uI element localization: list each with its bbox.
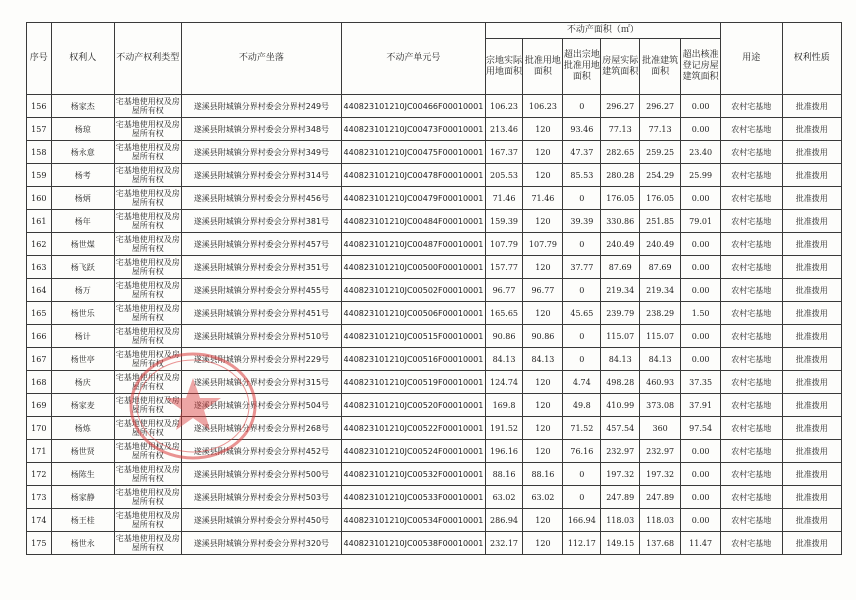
cell-seq: 173 [27,486,52,509]
cell-land-approved: 120 [523,532,563,555]
cell-nature: 批准拨用 [782,141,841,164]
cell-usage: 农村宅基地 [721,233,782,256]
cell-land-actual: 205.53 [485,164,523,187]
cell-land-actual: 167.37 [485,141,523,164]
cell-owner: 杨炼 [51,417,114,440]
cell-building-actual: 247.89 [601,486,640,509]
cell-nature: 批准拨用 [782,371,841,394]
cell-building-exceed: 0.00 [681,233,721,256]
header-nature: 权利性质 [782,23,841,95]
cell-building-approved: 238.29 [640,302,681,325]
header-usage: 用途 [721,23,782,95]
table-row [27,302,842,325]
cell-nature: 批准拨用 [782,187,841,210]
cell-building-approved: 247.89 [640,486,681,509]
cell-land-actual: 232.17 [485,532,523,555]
table-row [27,440,842,463]
cell-owner: 杨家静 [51,486,114,509]
cell-right-type: 宅基地使用权及房屋所有权 [115,371,182,394]
cell-right-type: 宅基地使用权及房屋所有权 [115,463,182,486]
cell-building-exceed: 0.00 [681,348,721,371]
cell-building-approved: 176.05 [640,187,681,210]
cell-building-exceed: 37.35 [681,371,721,394]
cell-nature: 批准拨用 [782,417,841,440]
table-row [27,486,842,509]
cell-usage: 农村宅基地 [721,164,782,187]
cell-owner: 杨王桂 [51,509,114,532]
cell-land-actual: 196.16 [485,440,523,463]
header-seq: 序号 [27,23,52,95]
cell-land-actual: 169.8 [485,394,523,417]
cell-land-approved: 120 [523,210,563,233]
cell-usage: 农村宅基地 [721,279,782,302]
cell-location: 遂溪县附城镇分界村委会分界村229号 [181,348,342,371]
table-row [27,463,842,486]
cell-right-type: 宅基地使用权及房屋所有权 [115,325,182,348]
header-unit-no: 不动产单元号 [342,23,485,95]
cell-land-actual: 88.16 [485,463,523,486]
cell-usage: 农村宅基地 [721,141,782,164]
cell-seq: 175 [27,532,52,555]
cell-usage: 农村宅基地 [721,532,782,555]
cell-building-approved: 373.08 [640,394,681,417]
cell-land-exceed: 45.65 [563,302,601,325]
cell-unit-no: 440823101210JC00534F00010001 [342,509,485,532]
cell-location: 遂溪县附城镇分界村委会分界村348号 [181,118,342,141]
cell-owner: 杨琼 [51,118,114,141]
cell-land-exceed: 0 [563,486,601,509]
cell-owner: 杨世贤 [51,440,114,463]
cell-building-approved: 251.85 [640,210,681,233]
cell-land-approved: 120 [523,394,563,417]
cell-building-approved: 259.25 [640,141,681,164]
cell-right-type: 宅基地使用权及房屋所有权 [115,210,182,233]
cell-seq: 162 [27,233,52,256]
cell-nature: 批准拨用 [782,440,841,463]
cell-building-actual: 410.99 [601,394,640,417]
cell-land-actual: 213.46 [485,118,523,141]
cell-right-type: 宅基地使用权及房屋所有权 [115,164,182,187]
cell-building-exceed: 0.00 [681,279,721,302]
cell-land-exceed: 37.77 [563,256,601,279]
cell-land-approved: 120 [523,118,563,141]
cell-land-actual: 165.65 [485,302,523,325]
cell-location: 遂溪县附城镇分界村委会分界村450号 [181,509,342,532]
cell-building-approved: 296.27 [640,95,681,118]
cell-land-approved: 120 [523,417,563,440]
cell-seq: 158 [27,141,52,164]
cell-seq: 165 [27,302,52,325]
cell-building-exceed: 37.91 [681,394,721,417]
cell-building-exceed: 79.01 [681,210,721,233]
cell-land-exceed: 85.53 [563,164,601,187]
cell-location: 遂溪县附城镇分界村委会分界村510号 [181,325,342,348]
cell-land-actual: 96.77 [485,279,523,302]
cell-unit-no: 440823101210JC00479F00010001 [342,187,485,210]
header-land-exceed: 超出宗地批准用地面积 [563,39,601,95]
cell-right-type: 宅基地使用权及房屋所有权 [115,532,182,555]
cell-right-type: 宅基地使用权及房屋所有权 [115,118,182,141]
cell-nature: 批准拨用 [782,164,841,187]
cell-land-exceed: 112.17 [563,532,601,555]
cell-nature: 批准拨用 [782,256,841,279]
cell-unit-no: 440823101210JC00524F00010001 [342,440,485,463]
table-row [27,279,842,302]
cell-right-type: 宅基地使用权及房屋所有权 [115,440,182,463]
cell-building-actual: 239.79 [601,302,640,325]
header-owner: 权利人 [51,23,114,95]
cell-location: 遂溪县附城镇分界村委会分界村452号 [181,440,342,463]
cell-land-actual: 106.23 [485,95,523,118]
cell-location: 遂溪县附城镇分界村委会分界村456号 [181,187,342,210]
cell-building-exceed: 0.00 [681,95,721,118]
table-row [27,325,842,348]
cell-land-actual: 124.74 [485,371,523,394]
cell-right-type: 宅基地使用权及房屋所有权 [115,141,182,164]
cell-building-actual: 457.54 [601,417,640,440]
cell-right-type: 宅基地使用权及房屋所有权 [115,233,182,256]
table-row [27,210,842,233]
property-register-table [26,22,842,555]
cell-seq: 160 [27,187,52,210]
cell-building-actual: 240.49 [601,233,640,256]
cell-unit-no: 440823101210JC00519F00010001 [342,371,485,394]
cell-unit-no: 440823101210JC00466F00010001 [342,95,485,118]
cell-nature: 批准拨用 [782,394,841,417]
cell-nature: 批准拨用 [782,325,841,348]
cell-land-approved: 120 [523,141,563,164]
cell-building-approved: 460.93 [640,371,681,394]
cell-building-exceed: 25.99 [681,164,721,187]
table-row [27,141,842,164]
cell-land-exceed: 47.37 [563,141,601,164]
cell-location: 遂溪县附城镇分界村委会分界村315号 [181,371,342,394]
cell-land-actual: 84.13 [485,348,523,371]
table-row [27,164,842,187]
cell-land-approved: 71.46 [523,187,563,210]
cell-land-exceed: 0 [563,187,601,210]
cell-owner: 杨年 [51,210,114,233]
cell-building-exceed: 0.00 [681,187,721,210]
cell-building-actual: 296.27 [601,95,640,118]
table-row [27,187,842,210]
header-location: 不动产坐落 [181,23,342,95]
cell-building-actual: 149.15 [601,532,640,555]
cell-land-exceed: 0 [563,463,601,486]
cell-building-actual: 77.13 [601,118,640,141]
cell-seq: 157 [27,118,52,141]
cell-building-actual: 330.86 [601,210,640,233]
cell-seq: 172 [27,463,52,486]
cell-owner: 杨考 [51,164,114,187]
cell-land-approved: 120 [523,164,563,187]
cell-building-approved: 360 [640,417,681,440]
cell-usage: 农村宅基地 [721,256,782,279]
cell-building-approved: 118.03 [640,509,681,532]
cell-building-exceed: 1.50 [681,302,721,325]
cell-right-type: 宅基地使用权及房屋所有权 [115,302,182,325]
cell-unit-no: 440823101210JC00538F00010001 [342,532,485,555]
cell-land-actual: 159.39 [485,210,523,233]
cell-owner: 杨世乐 [51,302,114,325]
cell-usage: 农村宅基地 [721,325,782,348]
cell-unit-no: 440823101210JC00475F00010001 [342,141,485,164]
header-area-group: 不动产面积（㎡） [485,23,721,39]
header-building-actual: 房屋实际建筑面积 [601,39,640,95]
cell-building-actual: 498.28 [601,371,640,394]
cell-land-approved: 96.77 [523,279,563,302]
cell-owner: 杨世亭 [51,348,114,371]
cell-land-exceed: 0 [563,233,601,256]
cell-usage: 农村宅基地 [721,440,782,463]
cell-building-exceed: 0.00 [681,486,721,509]
table-row [27,394,842,417]
cell-land-approved: 88.16 [523,463,563,486]
cell-unit-no: 440823101210JC00532F00010001 [342,463,485,486]
cell-nature: 批准拨用 [782,486,841,509]
cell-building-approved: 84.13 [640,348,681,371]
cell-land-exceed: 0 [563,95,601,118]
cell-land-actual: 71.46 [485,187,523,210]
cell-seq: 174 [27,509,52,532]
cell-unit-no: 440823101210JC00533F00010001 [342,486,485,509]
cell-usage: 农村宅基地 [721,210,782,233]
cell-unit-no: 440823101210JC00487F00010001 [342,233,485,256]
table-body [27,95,842,555]
cell-seq: 161 [27,210,52,233]
cell-land-exceed: 166.94 [563,509,601,532]
cell-land-exceed: 76.16 [563,440,601,463]
cell-owner: 杨世永 [51,532,114,555]
cell-location: 遂溪县附城镇分界村委会分界村249号 [181,95,342,118]
cell-usage: 农村宅基地 [721,509,782,532]
cell-building-exceed: 0.00 [681,440,721,463]
table-row [27,509,842,532]
cell-usage: 农村宅基地 [721,486,782,509]
cell-usage: 农村宅基地 [721,95,782,118]
cell-location: 遂溪县附城镇分界村委会分界村455号 [181,279,342,302]
cell-building-actual: 232.97 [601,440,640,463]
cell-land-approved: 120 [523,256,563,279]
cell-unit-no: 440823101210JC00484F00010001 [342,210,485,233]
cell-usage: 农村宅基地 [721,371,782,394]
cell-land-approved: 63.02 [523,486,563,509]
cell-location: 遂溪县附城镇分界村委会分界村457号 [181,233,342,256]
cell-building-exceed: 0.00 [681,256,721,279]
cell-unit-no: 440823101210JC00500F00010001 [342,256,485,279]
table-row [27,233,842,256]
cell-location: 遂溪县附城镇分界村委会分界村320号 [181,532,342,555]
cell-building-actual: 87.69 [601,256,640,279]
cell-nature: 批准拨用 [782,210,841,233]
cell-land-approved: 120 [523,440,563,463]
cell-land-actual: 157.77 [485,256,523,279]
cell-unit-no: 440823101210JC00522F00010001 [342,417,485,440]
cell-land-approved: 120 [523,302,563,325]
cell-building-actual: 84.13 [601,348,640,371]
cell-owner: 杨世煤 [51,233,114,256]
cell-right-type: 宅基地使用权及房屋所有权 [115,256,182,279]
cell-nature: 批准拨用 [782,532,841,555]
cell-land-exceed: 71.52 [563,417,601,440]
cell-building-exceed: 23.40 [681,141,721,164]
cell-unit-no: 440823101210JC00520F00010001 [342,394,485,417]
cell-usage: 农村宅基地 [721,118,782,141]
header-land-actual: 宗地实际用地面积 [485,39,523,95]
cell-land-approved: 107.79 [523,233,563,256]
header-land-approved: 批准用地面积 [523,39,563,95]
cell-land-exceed: 39.39 [563,210,601,233]
cell-location: 遂溪县附城镇分界村委会分界村451号 [181,302,342,325]
cell-owner: 杨永意 [51,141,114,164]
cell-nature: 批准拨用 [782,279,841,302]
header-building-exceed: 超出核准登记房屋建筑面积 [681,39,721,95]
header-building-approved: 批准建筑面积 [640,39,681,95]
cell-location: 遂溪县附城镇分界村委会分界村503号 [181,486,342,509]
cell-building-approved: 197.32 [640,463,681,486]
cell-building-exceed: 11.47 [681,532,721,555]
cell-nature: 批准拨用 [782,348,841,371]
cell-building-approved: 87.69 [640,256,681,279]
cell-unit-no: 440823101210JC00506F00010001 [342,302,485,325]
cell-land-approved: 120 [523,509,563,532]
cell-owner: 杨陈生 [51,463,114,486]
cell-unit-no: 440823101210JC00473F00010001 [342,118,485,141]
cell-building-actual: 219.34 [601,279,640,302]
cell-nature: 批准拨用 [782,463,841,486]
cell-location: 遂溪县附城镇分界村委会分界村500号 [181,463,342,486]
header-right-type: 不动产权利类型 [115,23,182,95]
cell-land-actual: 286.94 [485,509,523,532]
cell-building-approved: 115.07 [640,325,681,348]
table-row [27,348,842,371]
table-row [27,95,842,118]
cell-owner: 杨飞跃 [51,256,114,279]
cell-owner: 杨庆 [51,371,114,394]
cell-seq: 159 [27,164,52,187]
cell-land-exceed: 4.74 [563,371,601,394]
cell-building-actual: 176.05 [601,187,640,210]
cell-usage: 农村宅基地 [721,417,782,440]
cell-owner: 杨炳 [51,187,114,210]
cell-land-approved: 90.86 [523,325,563,348]
cell-usage: 农村宅基地 [721,187,782,210]
cell-seq: 164 [27,279,52,302]
cell-right-type: 宅基地使用权及房屋所有权 [115,417,182,440]
cell-building-actual: 282.65 [601,141,640,164]
cell-land-actual: 90.86 [485,325,523,348]
cell-right-type: 宅基地使用权及房屋所有权 [115,486,182,509]
cell-building-exceed: 0.00 [681,118,721,141]
cell-land-exceed: 0 [563,325,601,348]
cell-land-approved: 120 [523,371,563,394]
cell-building-approved: 77.13 [640,118,681,141]
cell-usage: 农村宅基地 [721,348,782,371]
cell-land-exceed: 0 [563,279,601,302]
cell-usage: 农村宅基地 [721,302,782,325]
cell-land-actual: 191.52 [485,417,523,440]
cell-building-exceed: 0.00 [681,325,721,348]
cell-owner: 杨家杰 [51,95,114,118]
table-row [27,417,842,440]
cell-building-exceed: 0.00 [681,463,721,486]
cell-nature: 批准拨用 [782,95,841,118]
cell-building-exceed: 97.54 [681,417,721,440]
cell-building-exceed: 0.00 [681,509,721,532]
cell-usage: 农村宅基地 [721,463,782,486]
cell-seq: 168 [27,371,52,394]
cell-usage: 农村宅基地 [721,394,782,417]
cell-seq: 156 [27,95,52,118]
cell-building-actual: 197.32 [601,463,640,486]
cell-land-approved: 106.23 [523,95,563,118]
cell-land-exceed: 0 [563,348,601,371]
cell-seq: 171 [27,440,52,463]
cell-owner: 杨计 [51,325,114,348]
cell-right-type: 宅基地使用权及房屋所有权 [115,509,182,532]
table-row [27,532,842,555]
cell-seq: 169 [27,394,52,417]
table-row [27,118,842,141]
cell-unit-no: 440823101210JC00515F00010001 [342,325,485,348]
cell-right-type: 宅基地使用权及房屋所有权 [115,95,182,118]
cell-building-approved: 219.34 [640,279,681,302]
cell-land-exceed: 93.46 [563,118,601,141]
cell-right-type: 宅基地使用权及房屋所有权 [115,348,182,371]
cell-unit-no: 440823101210JC00502F00010001 [342,279,485,302]
cell-building-approved: 240.49 [640,233,681,256]
cell-building-actual: 280.28 [601,164,640,187]
cell-location: 遂溪县附城镇分界村委会分界村351号 [181,256,342,279]
cell-location: 遂溪县附城镇分界村委会分界村349号 [181,141,342,164]
cell-location: 遂溪县附城镇分界村委会分界村314号 [181,164,342,187]
cell-location: 遂溪县附城镇分界村委会分界村381号 [181,210,342,233]
cell-right-type: 宅基地使用权及房屋所有权 [115,187,182,210]
cell-building-approved: 137.68 [640,532,681,555]
table-row [27,371,842,394]
cell-land-actual: 63.02 [485,486,523,509]
cell-building-approved: 254.29 [640,164,681,187]
cell-unit-no: 440823101210JC00478F00010001 [342,164,485,187]
cell-seq: 170 [27,417,52,440]
cell-location: 遂溪县附城镇分界村委会分界村504号 [181,394,342,417]
cell-owner: 杨万 [51,279,114,302]
cell-building-actual: 118.03 [601,509,640,532]
cell-seq: 166 [27,325,52,348]
cell-nature: 批准拨用 [782,302,841,325]
cell-land-approved: 84.13 [523,348,563,371]
cell-nature: 批准拨用 [782,233,841,256]
cell-land-exceed: 49.8 [563,394,601,417]
cell-building-approved: 232.97 [640,440,681,463]
cell-nature: 批准拨用 [782,118,841,141]
cell-seq: 163 [27,256,52,279]
cell-land-actual: 107.79 [485,233,523,256]
cell-location: 遂溪县附城镇分界村委会分界村268号 [181,417,342,440]
cell-nature: 批准拨用 [782,509,841,532]
cell-unit-no: 440823101210JC00516F00010001 [342,348,485,371]
cell-right-type: 宅基地使用权及房屋所有权 [115,394,182,417]
cell-building-actual: 115.07 [601,325,640,348]
cell-right-type: 宅基地使用权及房屋所有权 [115,279,182,302]
cell-seq: 167 [27,348,52,371]
cell-owner: 杨家麦 [51,394,114,417]
table-row [27,256,842,279]
